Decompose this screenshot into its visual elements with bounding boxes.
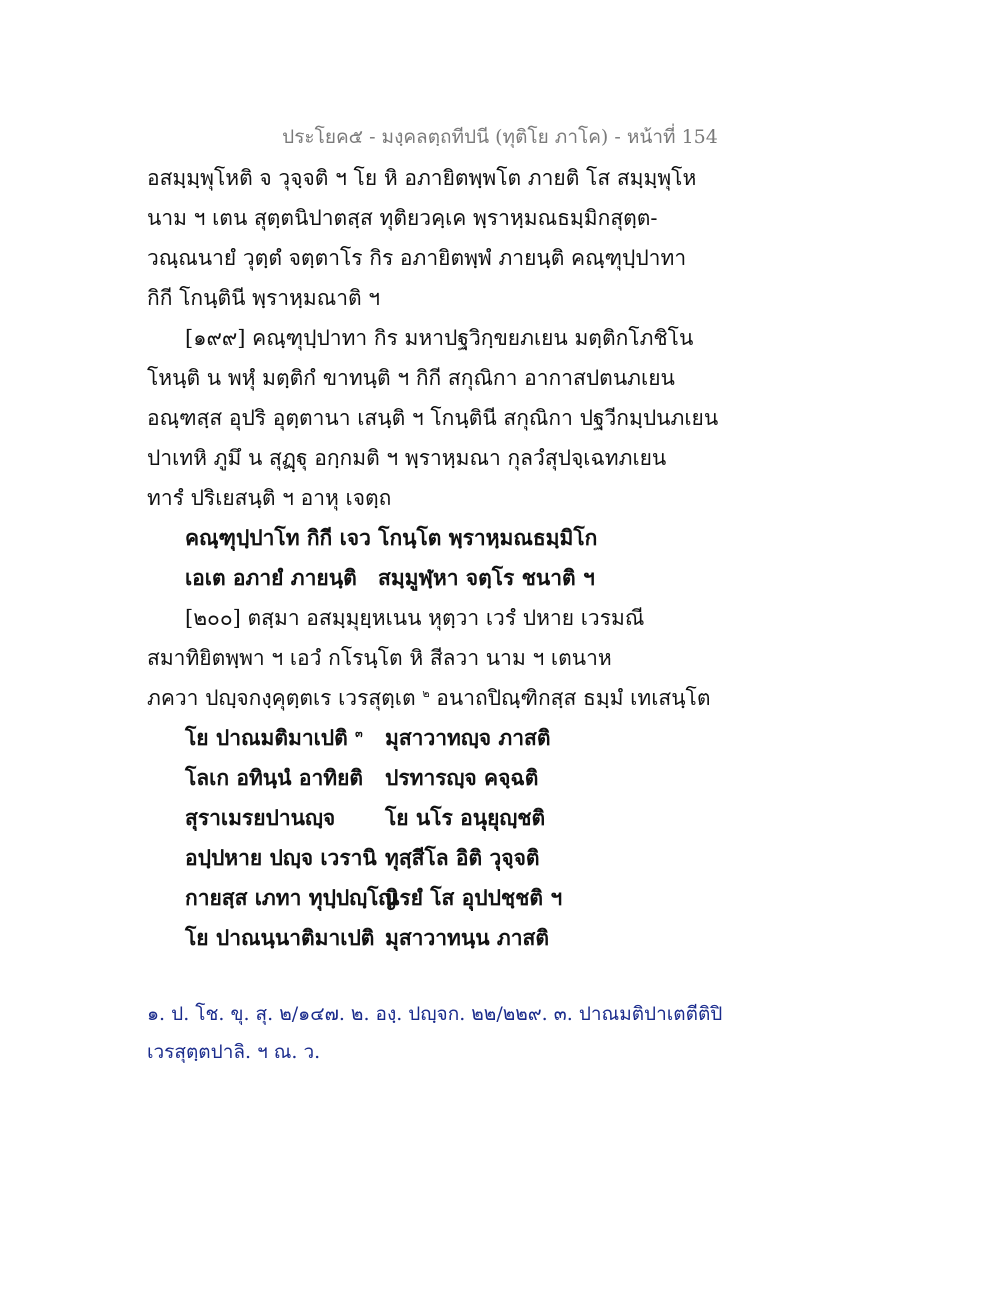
text-span: กิกี โกนฺตินี พฺราหฺมณาติ ฯ [147,286,381,310]
text-line: อณฺฑสฺส อุปริ อุตฺตานา เสนฺติ ฯ โกนฺตินี สกุณิกา ปฐวีกมฺปนภเยน [147,406,719,430]
verse-line [147,838,707,878]
page-header: ประโยค๕ - มงฺคลตฺถทีปนี (ทุติโย ภาโค) - หน้าที่ 154 [282,126,718,148]
text-line: ปาเทหิ ภูมึ น สุฏฺฐุ อกฺกมติ ฯ พฺราหฺมณา กุลวํสุปจฺเฉทภเยน [147,446,667,470]
verse-half: นิรยํ โส อุปปชฺชติ ฯ [385,885,563,910]
verse-half: มุสาวาทนฺน ภาสติ [385,925,549,950]
verse-half: โย ปาณนฺนาติมาเปติ [185,925,375,950]
verse-line [147,918,707,958]
verse-half: อปฺปหาย ปญฺจ เวรานิ [185,845,377,870]
verse-half: เอเต อภายํ ภายนฺติ [185,565,357,590]
verse-line [147,798,707,838]
footnotes [147,995,723,1071]
text-line: นาม ฯ เตน สุตฺตนิปาตสฺส ทุติยวคฺเค พฺราหฺมณธมฺมิกสุตฺต- [147,206,658,230]
verse-half: สมฺมูฬฺหา จตฺโร ชนาติ ฯ [378,565,595,590]
verse-half: โย นโร อนุยุญฺชติ [385,805,546,830]
text-line: โหนฺติ น พหุํ มตฺติกํ ขาทนฺติ ฯ กิกี สกุณิกา อากาสปตนภเยน [147,366,675,390]
text-line [147,678,711,718]
footnote-marker: ๒ [422,687,430,700]
text-line: [๑๙๙] คณฺฑุปฺปาทา กิร มหาปฐวิกฺขยภเยน มตฺติกโภชิโน [185,326,694,350]
verse-line [147,718,707,758]
verse-half: ปรทารญฺจ คจฺฉติ [385,765,539,790]
text-line: วณฺณนายํ วุตฺตํ จตฺตาโร กิร อภายิตพฺพํ ภายนฺติ คณฺฑุปฺปาทา [147,246,687,270]
text-line [147,278,707,318]
verse-half: ทุสฺสีโล อิติ วุจฺจติ [385,845,540,870]
verse-half: กายสฺส เภทา ทุปฺปญฺโญ [185,885,397,910]
verse-half: มุสาวาทญฺจ ภาสติ [385,725,551,750]
body-text [147,158,719,958]
verse-line [147,878,707,918]
footnote-line: ๑. ป. โช. ขุ. สุ. ๒/๑๔๗. ๒. องฺ. ปญฺจก. ๒๒/๒๒๙. ๓. ปาณมติปาเตตีติปิ [147,1003,723,1025]
text-line: อสมฺมฺพุโหติ จ วุจฺจติ ฯ โย หิ อภายิตพฺพโต ภายติ โส สมฺมฺพุโห [147,166,697,190]
footnote-marker: ๓ [355,727,363,740]
text-line: สมาทิยิตพฺพา ฯ เอวํ กโรนฺโต หิ สีลวา นาม ฯ เตนาห [147,646,612,670]
text-span: ภควา ปญฺจกงฺคุตฺตเร เวรสุตฺเต [147,686,416,710]
verse-line [147,518,707,558]
verse-line [147,758,707,798]
verse-line [147,558,707,598]
verse-half: สุราเมรยปานญฺจ [185,805,336,830]
verse-half: คณฺฑุปฺปาโท กิกี เจว โกนฺโต พฺราหฺมณธมฺมิโก [185,525,598,550]
verse-half [185,718,385,758]
verse-half: โลเก อทินฺนํ อาทิยติ [185,765,364,790]
text-line: ทารํ ปริเยสนฺติ ฯ อาหุ เจตฺถ [147,486,392,510]
text-line: [๒๐๐] ตสฺมา อสมฺมุยฺหเนน หุตฺวา เวรํ ปหาย เวรมณี [185,606,645,630]
footnote-line: เวรสุตฺตปาลิ. ฯ ณ. ว. [147,1041,321,1063]
verse-text: โย ปาณมติมาเปติ [185,725,348,750]
text-span: อนาถปิณฺฑิกสฺส ธมฺมํ เทเสนฺโต [429,686,711,710]
